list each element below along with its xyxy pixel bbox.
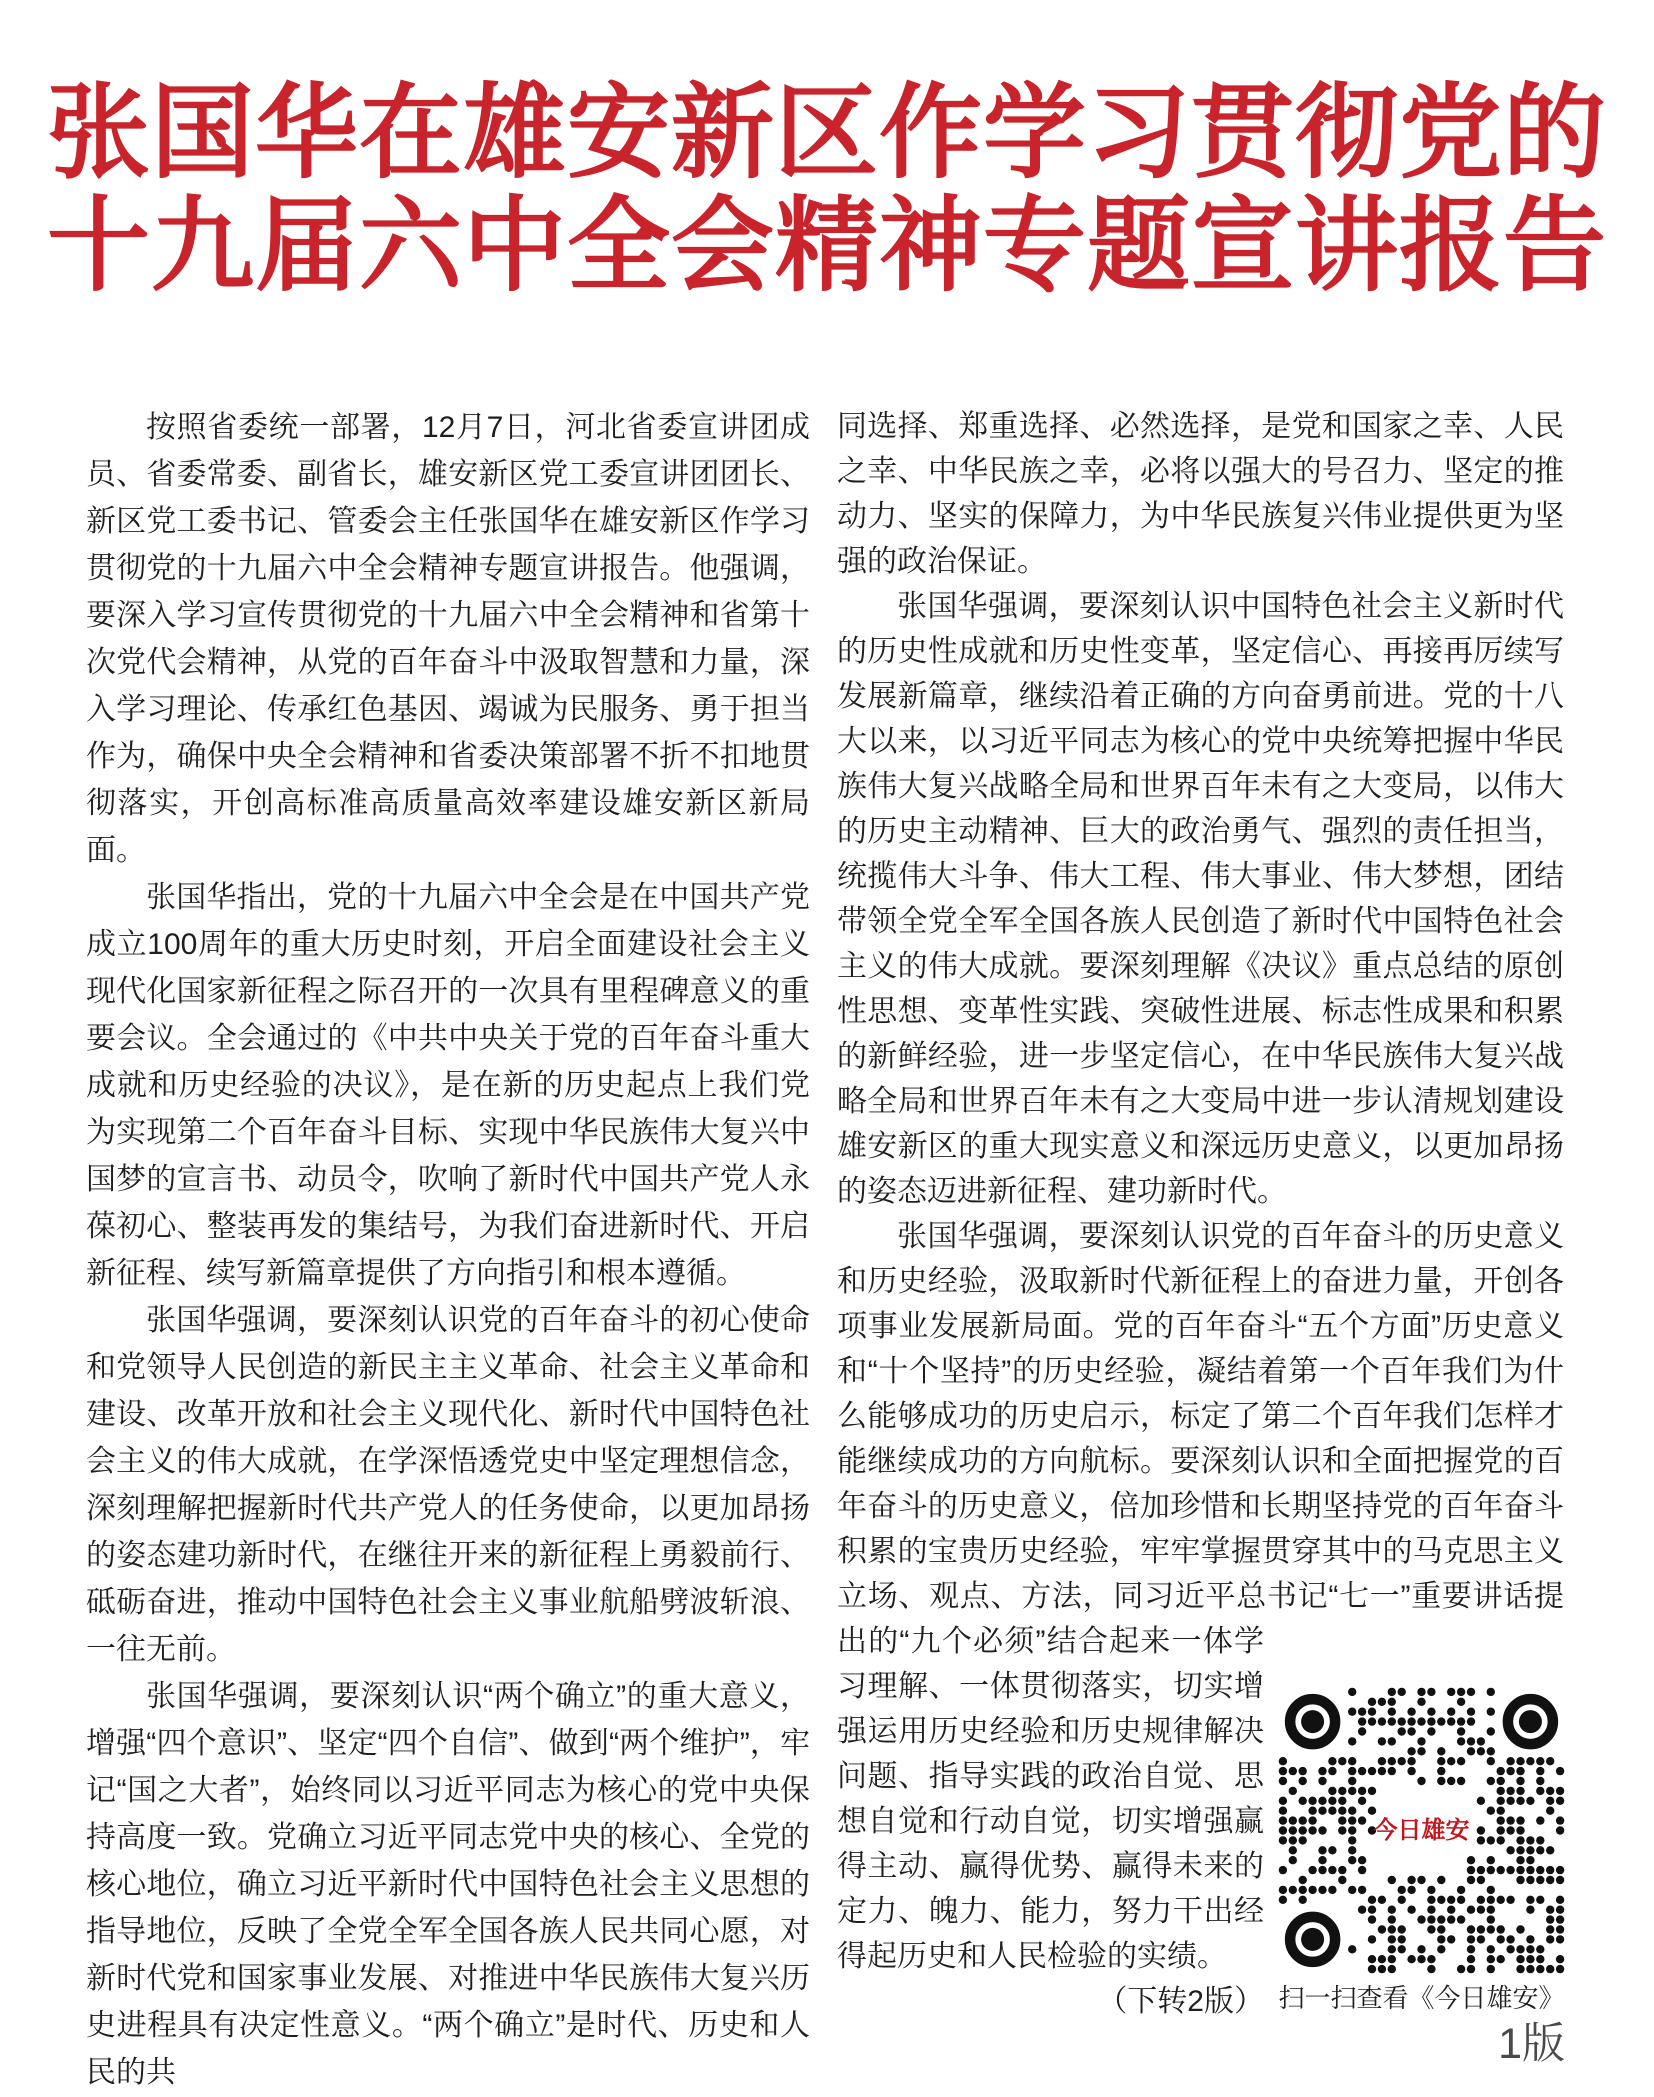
paragraph: 张国华强调，要深刻认识“两个确立”的重大意义，增强“四个意识”、坚定“四个自信”、做到“两个维护”，牢记“国之大者”，始终同以习近平同志为核心的党中央保持高度一致。党确立习近平同志党中央的核心、全党的核心地位，确立习近平新时代中国特色社会主义思想的指导地位，反映了全党全军全国各族人民共同心愿，对新时代党和国家事业发展、对推进中华民族伟大复兴历史进程具有决定性意义。“两个确立”是时代、历史和人民的共 — [86, 1680, 810, 2089]
paragraph: 张国华强调，要深刻认识中国特色社会主义新时代的历史性成就和历史性变革，坚定信心、再接再厉续写发展新篇章，继续沿着正确的方向奋勇前进。党的十八大以来，以习近平同志为核心的党中央统筹把握中华民族伟大复兴战略全局和世界百年未有之大变局，以伟大的历史主动精神、巨大的政治勇气、强烈的责任担当，统揽伟大斗争、伟大工程、伟大事业、伟大梦想，团结带领全党全军全国各族人民创造了新时代中国特色社会主义的伟大成就。要深刻理解《决议》重点总结的原创性思想、变革性实践、突破性进展、标志性成果和积累的新鲜经验，进一步坚定信心，在中华民族伟大复兴战略全局和世界百年未有之大变局中进一步认清规划建设雄安新区的重大现实意义和深远历史意义，以更加昂扬的姿态迈进新征程、建功新时代。 — [837, 590, 1564, 1208]
headline-line-1: 张国华在雄安新区作学习贯彻党的 — [47, 77, 1607, 191]
qr-center-label: 今日雄安 — [1373, 1818, 1470, 1844]
turn-page-note: （下转2版） — [1097, 1985, 1264, 2018]
paragraph: 按照省委统一部署，12月7日，河北省委宣讲团成员、省委常委、副省长，雄安新区党工委宣讲团团长、新区党工委书记、管委会主任张国华在雄安新区作学习贯彻党的十九届六中全会精神专题宣讲报告。他强调，要深入学习宣传贯彻党的十九届六中全会精神和省第十次党代会精神，从党的百年奋斗中汲取智慧和力量，深入学习理论、传承红色基因、竭诚为民服务、勇于担当作为，确保中央全会精神和省委决策部署不折不扣地贯彻落实，开创高标准高质量高效率建设雄安新区新局面。 — [86, 411, 810, 867]
qr-caption: 扫一扫查看《今日雄安》 — [1278, 1983, 1565, 2013]
qr-code-image — [1278, 1687, 1565, 1974]
paragraph: 张国华指出，党的十九届六中全会是在中国共产党成立100周年的重大历史时刻，开启全面建设社会主义现代化国家新征程之际召开的一次具有里程碑意义的重要会议。全会通过的《中共中央关于党的百年奋斗重大成就和历史经验的决议》，是在新的历史起点上我们党为实现第二个百年奋斗目标、实现中华民族伟大复兴中国梦的宣言书、动员令，吹响了新时代中国共产党人永葆初心、整装再发的集结号，为我们奋进新时代、开启新征程、续写新篇章提供了方向指引和根本遵循。 — [86, 881, 810, 1290]
paragraph: 张国华强调，要深刻认识党的百年奋斗的历史意义和历史经验，汲取新时代新征程上的奋进力量，开创各项事业发展新局面。党的百年奋斗“五个方面”历史意义和“十个坚持”的历史经验，凝结着第一个百年我们为什么能够成功的历史启示，标定了第二个百年我们怎样才能继续成功的方向航标。要深刻认识和全面把握党的百年奋斗的历史意义，倍加珍惜和长期坚持党的百年奋斗积累的宝贵历史经验，牢牢掌握贯穿其中的马克思主义立场、观点、方法，同习近平总书记“七一”重要讲话提出的“九个必须”结合起来一体学习理解、一体贯彻落实，切实增强运用历史经验和历史规律解决问题、指导实践的政治自觉、思想自觉和行动自觉，切实增强赢得主动、赢得优势、赢得未来的定力、魄力、能力，努力干出经得起历史和人民检验的实绩。 — [837, 1220, 1564, 1973]
qr-block — [1278, 1687, 1565, 2068]
headline-line-2: 十九届六中全会精神专题宣讲报告 — [47, 190, 1607, 304]
page-number: 1版 — [1498, 2020, 1565, 2068]
paragraph: 张国华强调，要深刻认识党的百年奋斗的初心使命和党领导人民创造的新民主主义革命、社会主义革命和建设、改革开放和社会主义现代化、新时代中国特色社会主义的伟大成就，在学深悟透党史中坚定理想信念，深刻理解把握新时代共产党人的任务使命，以更加昂扬的姿态建功新时代，在继往开来的新征程上勇毅前行、砥砺奋进，推动中国特色社会主义事业航船劈波斩浪、一往无前。 — [86, 1304, 810, 1666]
headline — [0, 78, 1654, 304]
paragraph-continuation: 同选择、郑重选择、必然选择，是党和国家之幸、人民之幸、中华民族之幸，必将以强大的号召力、坚定的推动力、坚实的保障力，为中华民族复兴伟业提供更为坚强的政治保证。 — [837, 410, 1564, 578]
column-left — [86, 404, 810, 2096]
